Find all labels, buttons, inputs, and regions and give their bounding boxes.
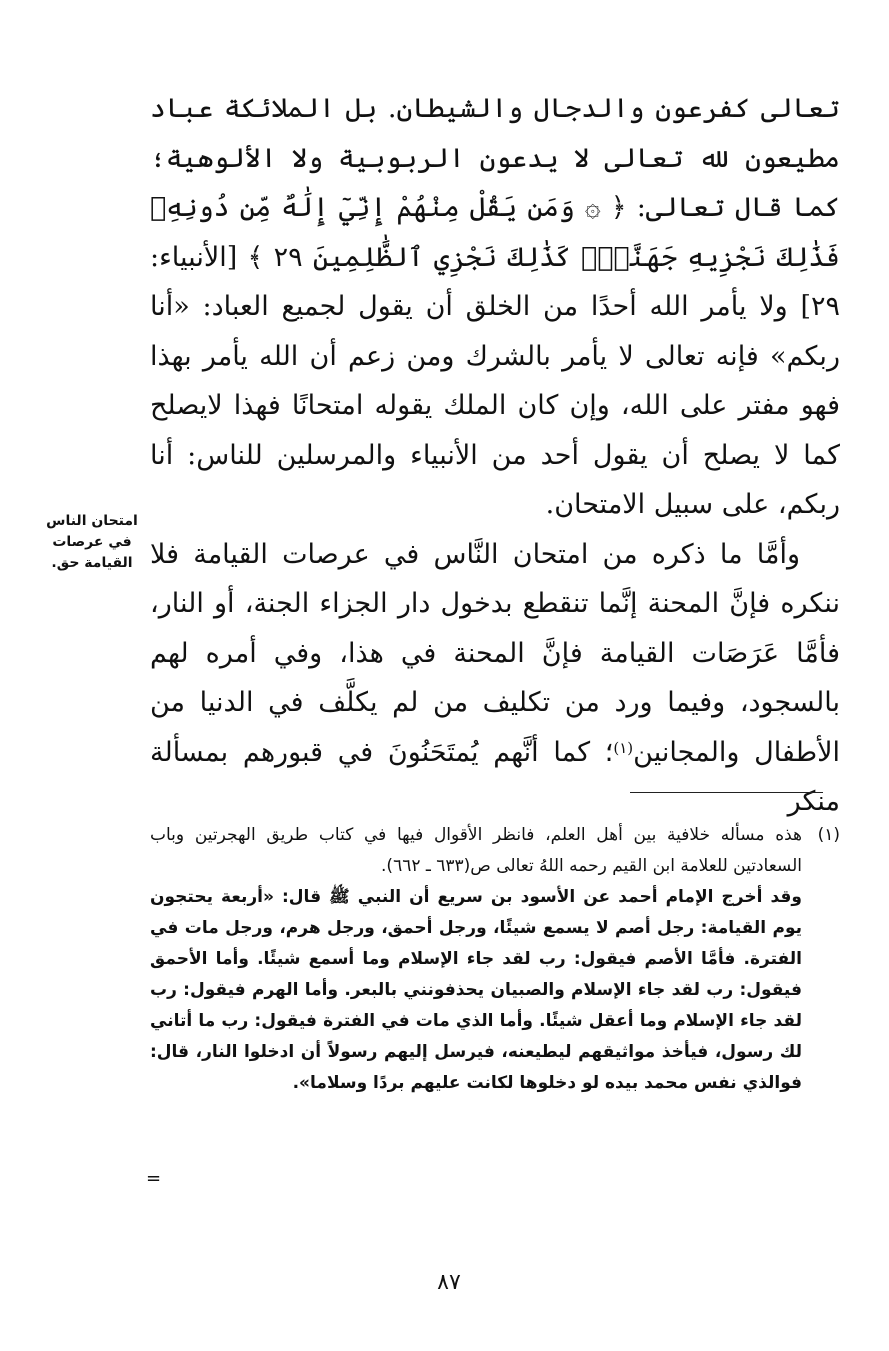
main-text — [150, 84, 840, 827]
footnote-reference[interactable]: (١) — [613, 738, 634, 757]
footnote-separator — [630, 792, 823, 793]
paragraph-2 — [150, 530, 840, 827]
paragraph-2-text: وأمَّا ما ذكره من امتحان النَّاس في عرصات القيامة فلا ننكره فإنَّ المحنة إنَّما تنقطع بدخول دار الجزاء الجنة، أو النار، فأمَّا عَرَصَات القيامة فإنَّ المحنة في هذا، وفي أمره لهم بالسجود، وفيما ورد من تكليف من لم يكلَّف في الدنيا من الأطفال والمجانين — [150, 538, 840, 768]
paragraph-1-continuation: [الأنبياء: ٢٩] ولا يأمر الله أحدًا من الخلق أن يقول لجميع العباد: «أنا ربكم» فإنه تعالى لا يأمر بالشرك ومن زعم أن الله يأمر بهذا فهو مفتر على الله، وإن كان الملك يقوله امتحانًا فهذا لايصلح كما لا يصلح أن يقول أحد من الأنبياء والمرسلين للناس: أنا ربكم، على سبيل الامتحان. — [150, 241, 840, 520]
footnotes — [150, 820, 840, 1099]
footnote-body — [150, 820, 802, 1099]
page-number: ٨٧ — [437, 1270, 461, 1295]
footnote-reference-text: هذه مسأله خلافية بين أهل العلم، فانظر الأقوال فيها في كتاب طريق الهجرتين وباب السعادتين للعلامة ابن القيم رحمه اللهُ تعالى ص(٦٣٣ ـ ٦٦٢). — [150, 825, 802, 876]
footnote-number: (١) — [817, 825, 840, 845]
quran-verse: ﴿ ۞ وَمَن يَقُلْ مِنْهُمْ إِنِّيٓ إِلَٰهٌ مِّن دُونِهِۦ فَذَٰلِكَ نَجْزِيهِ جَهَنَّمَۚ كَذَٰلِكَ نَجْزِي ٱلظَّٰلِمِينَ ٢٩ ﴾ — [150, 192, 840, 273]
continuation-mark: = — [146, 1168, 162, 1189]
paragraph-1-text: تعالى كفرعون والدجال والشيطان. بل الملائكة عباد مطيعون لله تعالى لا يدعون الربوبية ولا الألوهية؛ كما قال تعالى: — [150, 93, 840, 223]
paragraph-2-continuation: ؛ كما أنَّهم يُمتَحَنُونَ في قبورهم بمسألة منكر — [150, 736, 840, 817]
footnote-hadith-text: وقد أخرج الإمام أحمد عن الأسود بن سريع أن النبي ﷺ قال: «أربعة يحتجون يوم القيامة: رجل أصم لا يسمع شيئًا، ورجل أحمق، ورجل هرم، ورجل مات في الفترة. فأمَّا الأصم فيقول: رب لقد جاء الإسلام وما أسمع شيئًا. وأما الأحمق فيقول: رب لقد جاء الإسلام والصبيان يحذفونني بالبعر. وأما الهرم فيقول: رب لقد جاء الإسلام وما أعقل شيئًا. وأما الذي مات في الفترة فيقول: رب ما أتاني لك رسول، فيأخذ مواثيقهم ليطيعنه، فيرسل إليهم رسولاً أن ادخلوا النار، قال: فوالذي نفس محمد بيده لو دخلوها لكانت عليهم بردًا وسلاما». — [150, 887, 802, 1093]
paragraph-1 — [150, 84, 840, 530]
margin-note: امتحان الناس في عرصات القيامة حق. — [46, 513, 138, 571]
